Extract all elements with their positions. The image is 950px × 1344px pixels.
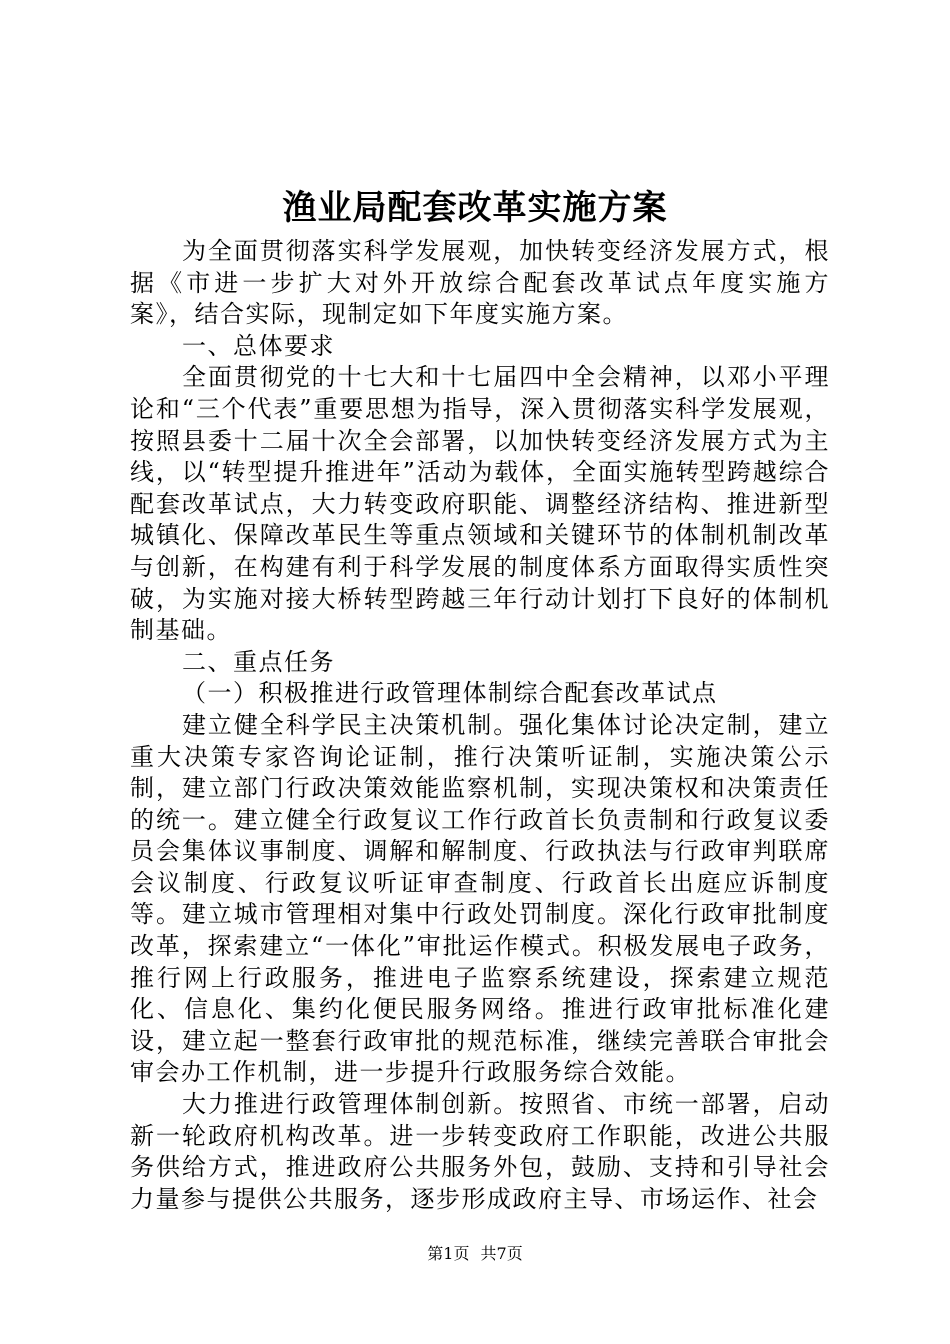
subsection-heading-1: （一）积极推进行政管理体制综合配套改革试点 bbox=[182, 679, 718, 708]
paragraph-intro: 为全面贯彻落实科学发展观，加快转变经济发展方式，根据《市进一步扩大对外开放综合配套改革试点年度实施方案》，结合实际，现制定如下年度实施方案。 bbox=[130, 237, 830, 329]
section-heading-2: 二、重点任务 bbox=[182, 647, 335, 676]
page-footer bbox=[0, 1244, 950, 1264]
section-heading-1: 一、总体要求 bbox=[182, 331, 335, 360]
paragraph-decision-mechanism: 建立健全科学民主决策机制。强化集体讨论决定制，建立重大决策专家咨询论证制，推行决策听证制，实施决策公示制，建立部门行政决策效能监察机制，实现决策权和决策责任的统一。建立健全行政复议工作行政首长负责制和行政复议委员会集体议事制度、调解和解制度、行政执法与行政审判联席会议制度、行政复议听证审查制度、行政首长出庭应诉制度等。建立城市管理相对集中行政处罚制度。深化行政审批制度改革，探索建立“一体化”审批运作模式。积极发展电子政务，推行网上行政服务，推进电子监察系统建设，探索建立规范化、信息化、集约化便民服务网络。推进行政审批标准化建设，建立起一整套行政审批的规范标准，继续完善联合审批会审会办工作机制，进一步提升行政服务综合效能。 bbox=[130, 710, 830, 1087]
paragraph-admin-innovation: 大力推进行政管理体制创新。按照省、市统一部署，启动新一轮政府机构改革。进一步转变政府工作职能，改进公共服务供给方式，推进政府公共服务外包，鼓励、支持和引导社会力量参与提供公共服务，逐步形成政府主导、市场运作、社会 bbox=[130, 1090, 830, 1213]
document-title: 渔业局配套改革实施方案 bbox=[282, 188, 668, 228]
total-pages: 共7页 bbox=[480, 1244, 523, 1263]
page-number: 第1页 bbox=[427, 1244, 470, 1263]
paragraph-requirements: 全面贯彻党的十七大和十七届四中全会精神，以邓小平理论和“三个代表”重要思想为指导，深入贯彻落实科学发展观，按照县委十二届十次全会部署，以加快转变经济发展方式为主线，以“转型提升推进年”活动为载体，全面实施转型跨越综合配套改革试点，大力转变政府职能、调整经济结构、推进新型城镇化、保障改革民生等重点领域和关键环节的体制机制改革与创新，在构建有利于科学发展的制度体系方面取得实质性突破，为实施对接大桥转型跨越三年行动计划打下良好的体制机制基础。 bbox=[130, 363, 830, 645]
document-body bbox=[130, 236, 830, 1215]
